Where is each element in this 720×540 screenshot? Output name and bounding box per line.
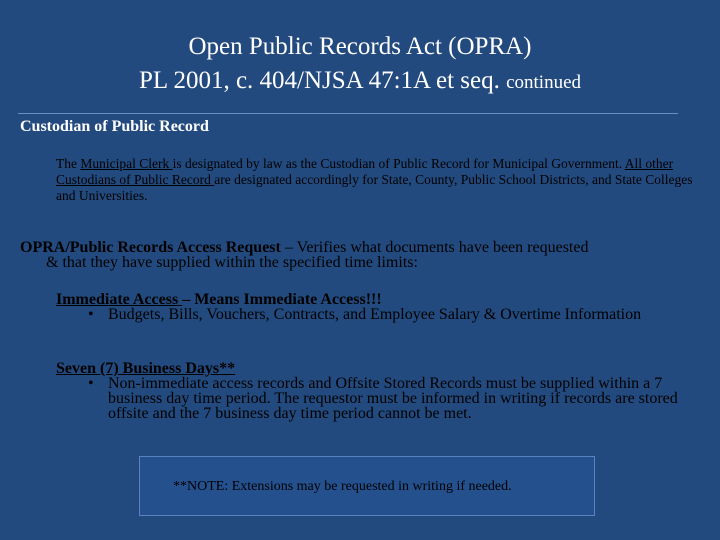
immediate-access-label: Immediate Access bbox=[56, 291, 183, 308]
title-divider bbox=[18, 113, 678, 114]
immediate-access-bullet bbox=[88, 307, 706, 322]
opra-request-text-2: & that they have supplied within the specified time limits: bbox=[46, 254, 418, 271]
seven-days-bullet bbox=[88, 376, 706, 421]
title-continued: continued bbox=[506, 72, 582, 93]
immediate-access-label-rest: – Means Immediate Access!!! bbox=[182, 291, 382, 308]
note-text: **NOTE: Extensions may be requested in writing if needed. bbox=[173, 479, 512, 494]
immediate-access-block bbox=[56, 292, 706, 322]
section-heading-custodian: Custodian of Public Record bbox=[20, 118, 209, 135]
bullet-icon: • bbox=[88, 306, 94, 323]
title-line-2-main: PL 2001, c. 404/NJSA 47:1A et seq. bbox=[138, 67, 500, 94]
seven-days-bullet-text: Non-immediate access records and Offsite Stored Records must be supplied within a 7 business day time period. The requestor must be informed in writing if records are stored offsite and the 7 business day time period cannot be met. bbox=[108, 375, 678, 422]
opra-request-text-1: – Verifies what documents have been requested bbox=[280, 239, 589, 256]
immediate-access-heading bbox=[56, 292, 706, 307]
seven-days-block bbox=[56, 361, 706, 421]
opra-request-heading: OPRA/Public Records Access Request bbox=[20, 239, 281, 256]
slide-title bbox=[0, 30, 720, 100]
seven-days-heading bbox=[56, 361, 706, 376]
immediate-access-bullet-text: Budgets, Bills, Vouchers, Contracts, and Employee Salary & Overtime Information bbox=[108, 306, 642, 323]
custodian-text-2: is designated by law as the Custodian of Public Record for Municipal Government. bbox=[172, 156, 625, 171]
seven-days-label: Seven (7) Business Days** bbox=[56, 360, 236, 377]
custodian-text-1: The bbox=[56, 156, 81, 171]
note-box bbox=[139, 456, 595, 516]
title-line-1: Open Public Records Act (OPRA) bbox=[188, 33, 532, 60]
bullet-icon: • bbox=[88, 375, 94, 392]
custodian-paragraph bbox=[56, 156, 706, 204]
municipal-clerk-link: Municipal Clerk bbox=[80, 156, 173, 171]
title-line-2 bbox=[0, 64, 720, 100]
opra-request-paragraph bbox=[20, 240, 710, 270]
custodian-text-3: are designated accordingly for State, County, Public School Districts, and State Colleges and Universities. bbox=[56, 172, 693, 203]
other-custodians-link: All other Custodians of Public Record bbox=[56, 156, 674, 187]
